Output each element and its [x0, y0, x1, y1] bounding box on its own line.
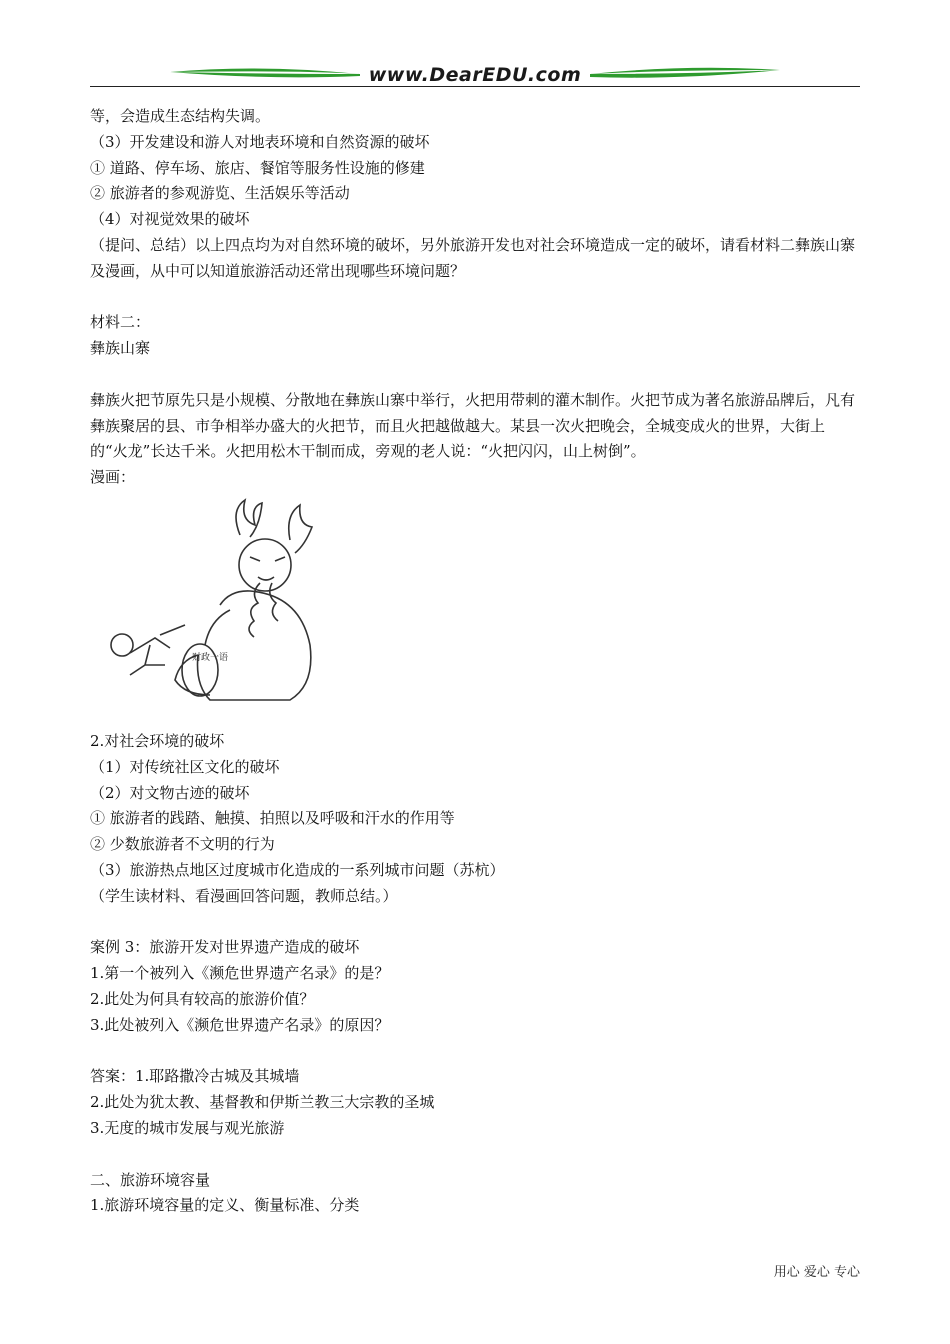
- text-line: 彝族山寨: [90, 339, 151, 358]
- text-line: 等，会造成生态结构失调。: [90, 107, 271, 125]
- text-line: ① 道路、停车场、旅店、餐馆等服务性设施的修建: [90, 158, 425, 177]
- text-line: 材料二：: [90, 313, 151, 332]
- logo-text: www.DearEDU.com: [368, 64, 582, 86]
- text-line: 案例 3：旅游开发对世界遗产造成的破坏: [90, 938, 360, 957]
- cartoon-illustration: [100, 495, 330, 715]
- document-body: [90, 104, 860, 1219]
- text-line: 答案：1.耶路撒冷古城及其城墙: [90, 1067, 300, 1086]
- text-line: （3）旅游热点地区过度城市化造成的一系列城市问题（苏杭）: [90, 860, 505, 879]
- text-line: ② 少数旅游者不文明的行为: [90, 835, 275, 854]
- text-line: 3.此处被列入《濒危世界遗产名录》的原因？: [90, 1015, 390, 1034]
- text-line: 2.对社会环境的破坏: [90, 731, 225, 750]
- text-line: 3.无度的城市发展与观光旅游: [90, 1118, 285, 1137]
- text-line: 1.第一个被列入《濒危世界遗产名录》的是？: [90, 964, 390, 983]
- text-line: 2.此处为犹太教、基督教和伊斯兰教三大宗教的圣城: [90, 1093, 435, 1112]
- text-line: 1.旅游环境容量的定义、衡量标准、分类: [90, 1196, 360, 1215]
- text-line: （学生读材料、看漫画回答问题，教师总结。）: [90, 886, 398, 905]
- header-rule: [90, 86, 860, 87]
- section-heading: 二、旅游环境容量: [90, 1170, 211, 1189]
- paragraph: 彝族火把节原先只是小规模、分散地在彝族山寨中举行，火把用带刺的灌木制作。火把节成为著名旅游品牌后，凡有彝族聚居的县、市争相举办盛大的火把节，而且火把越做越大。某县一次火把晚会，全城变成火的世界，大街上的“火龙”长达千米。火把用松木干制而成，旁观的老人说：“火把闪闪，山上树倒”。: [90, 390, 856, 461]
- text-line: （1）对传统社区文化的破坏: [90, 757, 280, 776]
- text-line: ① 旅游者的践踏、触摸、拍照以及呼吸和汗水的作用等: [90, 809, 455, 828]
- text-line: （4）对视觉效果的破坏: [90, 210, 250, 229]
- page-footer: 用心 爱心 专心: [773, 1265, 860, 1280]
- text-line: ② 旅游者的参观游览、生活娱乐等活动: [90, 184, 350, 203]
- text-line: （3）开发建设和游人对地表环境和自然资源的破坏: [90, 132, 430, 151]
- cartoon-caption: 财政一语: [192, 652, 229, 663]
- text-line: （2）对文物古迹的破坏: [90, 783, 250, 802]
- text-line: 漫画：: [90, 468, 136, 487]
- paragraph: （提问、总结）以上四点均为对自然环境的破坏，另外旅游开发也对社会环境造成一定的破坏，请看材料二彝族山寨及漫画，从中可以知道旅游活动还常出现哪些环境问题？: [90, 235, 856, 280]
- text-line: 2.此处为何具有较高的旅游价值？: [90, 989, 315, 1008]
